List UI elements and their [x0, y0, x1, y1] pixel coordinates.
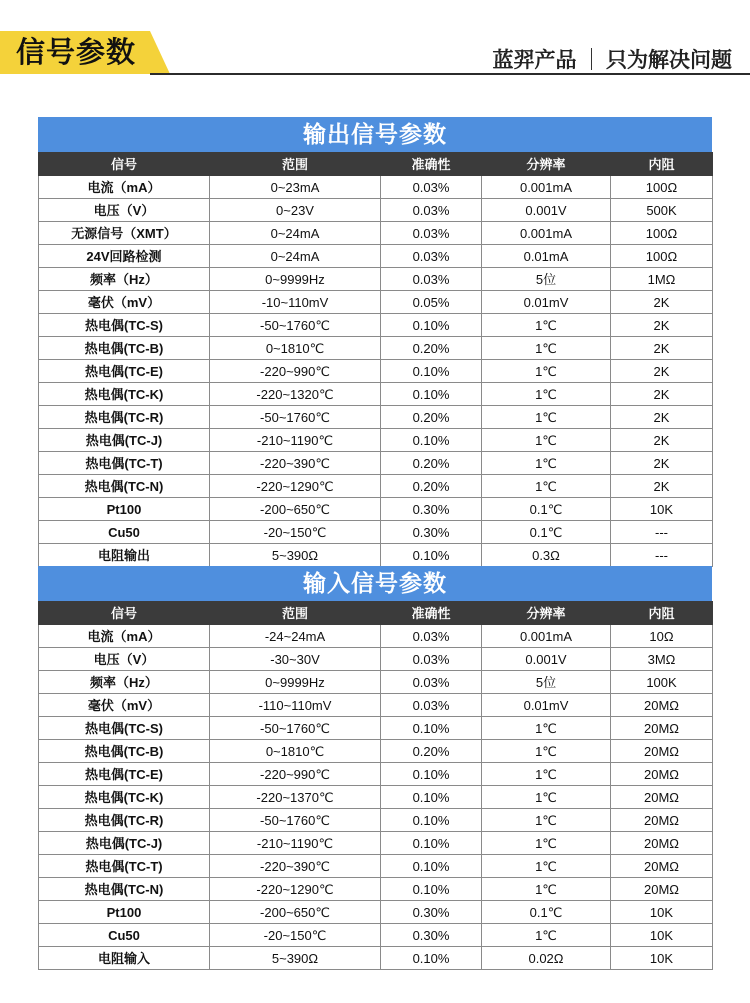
table-cell: 0.001V	[482, 648, 611, 671]
table-cell: 100K	[611, 671, 713, 694]
table-row	[39, 671, 713, 694]
table-cell: -20~150℃	[210, 521, 381, 544]
table-cell: 100Ω	[611, 176, 713, 199]
table-row	[39, 245, 713, 268]
table-cell: ---	[611, 544, 713, 567]
table-cell: -50~1760℃	[210, 406, 381, 429]
table-cell: 1℃	[482, 337, 611, 360]
table-cell: 无源信号（XMT）	[39, 222, 210, 245]
table-row	[39, 855, 713, 878]
table-cell: 0~24mA	[210, 245, 381, 268]
table-row	[39, 786, 713, 809]
table-cell: 10K	[611, 947, 713, 970]
table-cell: 0.01mA	[482, 245, 611, 268]
table-cell: 热电偶(TC-J)	[39, 429, 210, 452]
table-cell: 热电偶(TC-E)	[39, 763, 210, 786]
table-row	[39, 694, 713, 717]
table-cell: 0.001mA	[482, 222, 611, 245]
table-cell: 0.10%	[381, 832, 482, 855]
table-cell: 0.30%	[381, 901, 482, 924]
table-cell: 0.01mV	[482, 291, 611, 314]
table-cell: -110~110mV	[210, 694, 381, 717]
table-cell: 0.10%	[381, 809, 482, 832]
table-cell: 20MΩ	[611, 694, 713, 717]
table-cell: 热电偶(TC-J)	[39, 832, 210, 855]
table-cell: -220~1290℃	[210, 475, 381, 498]
table-cell: 3MΩ	[611, 648, 713, 671]
column-header: 内阻	[611, 153, 713, 176]
table-cell: -210~1190℃	[210, 832, 381, 855]
table-cell: 1MΩ	[611, 268, 713, 291]
table-cell: 5~390Ω	[210, 947, 381, 970]
table-cell: 5位	[482, 671, 611, 694]
table-row	[39, 878, 713, 901]
table-cell: 2K	[611, 360, 713, 383]
table-cell: -220~990℃	[210, 360, 381, 383]
table-cell: ---	[611, 521, 713, 544]
table-cell: 2K	[611, 291, 713, 314]
table-row	[39, 648, 713, 671]
column-header: 分辨率	[482, 602, 611, 625]
table-cell: Pt100	[39, 498, 210, 521]
brand-name: 蓝羿产品	[492, 49, 577, 72]
table-cell: 0.1℃	[482, 521, 611, 544]
page-title: 信号参数	[16, 37, 137, 69]
table-cell: 1℃	[482, 763, 611, 786]
table-row	[39, 924, 713, 947]
table-cell: 热电偶(TC-T)	[39, 452, 210, 475]
table-row	[39, 717, 713, 740]
table-row	[39, 498, 713, 521]
table-cell: 1℃	[482, 383, 611, 406]
table-cell: 1℃	[482, 924, 611, 947]
table-cell: 1℃	[482, 855, 611, 878]
table-row	[39, 809, 713, 832]
table-row	[39, 291, 713, 314]
table-cell: 100Ω	[611, 222, 713, 245]
table-cell: 0.10%	[381, 383, 482, 406]
table-cell: 2K	[611, 452, 713, 475]
column-header: 信号	[39, 153, 210, 176]
table-row	[39, 337, 713, 360]
table-cell: 热电偶(TC-R)	[39, 809, 210, 832]
table-cell: 毫伏（mV）	[39, 291, 210, 314]
column-header: 内阻	[611, 602, 713, 625]
table-cell: 20MΩ	[611, 717, 713, 740]
table-cell: 0.30%	[381, 924, 482, 947]
table-cell: Pt100	[39, 901, 210, 924]
table-cell: Cu50	[39, 924, 210, 947]
table-header-row	[39, 153, 713, 176]
table-cell: 电阻输出	[39, 544, 210, 567]
table-cell: 2K	[611, 406, 713, 429]
table-cell: 热电偶(TC-K)	[39, 383, 210, 406]
table-cell: 0.001mA	[482, 176, 611, 199]
table-cell: 2K	[611, 475, 713, 498]
table-cell: 0.10%	[381, 947, 482, 970]
table-cell: 0.03%	[381, 245, 482, 268]
table-cell: 1℃	[482, 878, 611, 901]
table-cell: 0~23mA	[210, 176, 381, 199]
table-row	[39, 268, 713, 291]
table-cell: 0.10%	[381, 786, 482, 809]
table-cell: 24V回路检测	[39, 245, 210, 268]
table-cell: 热电偶(TC-N)	[39, 878, 210, 901]
table-cell: 电压（V）	[39, 199, 210, 222]
table-cell: 热电偶(TC-S)	[39, 717, 210, 740]
table-cell: 20MΩ	[611, 809, 713, 832]
table-cell: 0~1810℃	[210, 337, 381, 360]
input-params-table	[38, 601, 713, 970]
table-cell: 1℃	[482, 406, 611, 429]
output-section-title: 输出信号参数	[38, 117, 712, 152]
table-cell: 2K	[611, 337, 713, 360]
table-cell: 热电偶(TC-S)	[39, 314, 210, 337]
table-cell: -50~1760℃	[210, 809, 381, 832]
table-cell: -50~1760℃	[210, 314, 381, 337]
table-cell: 0.10%	[381, 314, 482, 337]
output-params-section	[38, 117, 712, 567]
table-cell: 频率（Hz）	[39, 268, 210, 291]
table-cell: 0.20%	[381, 337, 482, 360]
table-cell: 0.20%	[381, 740, 482, 763]
table-cell: 0.30%	[381, 498, 482, 521]
table-cell: 0~9999Hz	[210, 268, 381, 291]
table-cell: 频率（Hz）	[39, 671, 210, 694]
table-cell: 0.20%	[381, 452, 482, 475]
table-cell: 热电偶(TC-N)	[39, 475, 210, 498]
table-cell: 1℃	[482, 740, 611, 763]
table-cell: 0.10%	[381, 717, 482, 740]
table-cell: 2K	[611, 383, 713, 406]
table-row	[39, 947, 713, 970]
table-cell: 0.1℃	[482, 901, 611, 924]
table-cell: -200~650℃	[210, 901, 381, 924]
table-cell: 0.1℃	[482, 498, 611, 521]
table-cell: 0.10%	[381, 855, 482, 878]
column-header: 信号	[39, 602, 210, 625]
table-cell: 100Ω	[611, 245, 713, 268]
table-row	[39, 383, 713, 406]
table-cell: 20MΩ	[611, 878, 713, 901]
slogan-text: 只为解决问题	[606, 49, 732, 72]
table-cell: 热电偶(TC-R)	[39, 406, 210, 429]
table-cell: -210~1190℃	[210, 429, 381, 452]
slogan-separator	[591, 48, 593, 70]
table-cell: 1℃	[482, 360, 611, 383]
table-row	[39, 452, 713, 475]
table-cell: 1℃	[482, 717, 611, 740]
table-cell: 热电偶(TC-E)	[39, 360, 210, 383]
table-cell: 10K	[611, 498, 713, 521]
table-cell: 1℃	[482, 452, 611, 475]
table-cell: 热电偶(TC-T)	[39, 855, 210, 878]
table-cell: Cu50	[39, 521, 210, 544]
table-cell: 0.03%	[381, 625, 482, 648]
table-cell: 电阻输入	[39, 947, 210, 970]
output-params-table	[38, 152, 713, 567]
table-cell: 500K	[611, 199, 713, 222]
table-row	[39, 429, 713, 452]
table-row	[39, 901, 713, 924]
table-row	[39, 521, 713, 544]
table-cell: 0.3Ω	[482, 544, 611, 567]
table-cell: 0.10%	[381, 763, 482, 786]
table-cell: 5位	[482, 268, 611, 291]
table-cell: 0.10%	[381, 360, 482, 383]
table-cell: 0~9999Hz	[210, 671, 381, 694]
column-header: 分辨率	[482, 153, 611, 176]
table-cell: 0.10%	[381, 429, 482, 452]
table-row	[39, 314, 713, 337]
table-cell: 0.10%	[381, 878, 482, 901]
table-row	[39, 360, 713, 383]
table-cell: -10~110mV	[210, 291, 381, 314]
table-cell: 1℃	[482, 429, 611, 452]
table-row	[39, 406, 713, 429]
table-cell: -220~1370℃	[210, 786, 381, 809]
table-cell: 0.20%	[381, 406, 482, 429]
table-cell: 1℃	[482, 786, 611, 809]
table-cell: 20MΩ	[611, 740, 713, 763]
table-cell: 0.03%	[381, 648, 482, 671]
table-cell: -220~390℃	[210, 452, 381, 475]
table-cell: 1℃	[482, 832, 611, 855]
table-row	[39, 475, 713, 498]
input-table-body	[39, 625, 713, 970]
table-cell: 2K	[611, 429, 713, 452]
table-cell: 0.03%	[381, 694, 482, 717]
table-cell: 0.001mA	[482, 625, 611, 648]
table-row	[39, 222, 713, 245]
table-cell: 1℃	[482, 314, 611, 337]
table-cell: 20MΩ	[611, 832, 713, 855]
table-cell: 热电偶(TC-B)	[39, 740, 210, 763]
table-cell: 0.05%	[381, 291, 482, 314]
input-section-title: 输入信号参数	[38, 566, 712, 601]
table-cell: 1℃	[482, 809, 611, 832]
column-header: 范围	[210, 602, 381, 625]
table-cell: 电流（mA）	[39, 176, 210, 199]
table-cell: -50~1760℃	[210, 717, 381, 740]
table-cell: 0.30%	[381, 521, 482, 544]
table-cell: 20MΩ	[611, 763, 713, 786]
table-cell: 10Ω	[611, 625, 713, 648]
table-cell: 0.03%	[381, 176, 482, 199]
table-cell: 2K	[611, 314, 713, 337]
output-table-body	[39, 176, 713, 567]
table-cell: 电压（V）	[39, 648, 210, 671]
table-cell: 电流（mA）	[39, 625, 210, 648]
table-cell: 0.02Ω	[482, 947, 611, 970]
table-cell: 1℃	[482, 475, 611, 498]
table-row	[39, 763, 713, 786]
table-row	[39, 740, 713, 763]
table-cell: 0.03%	[381, 199, 482, 222]
brand-slogan	[493, 44, 733, 74]
table-cell: -220~1290℃	[210, 878, 381, 901]
table-cell: -24~24mA	[210, 625, 381, 648]
table-cell: 热电偶(TC-K)	[39, 786, 210, 809]
table-cell: -220~1320℃	[210, 383, 381, 406]
table-cell: -220~990℃	[210, 763, 381, 786]
table-cell: 0.03%	[381, 268, 482, 291]
table-cell: 0.001V	[482, 199, 611, 222]
column-header: 准确性	[381, 602, 482, 625]
table-cell: 20MΩ	[611, 855, 713, 878]
table-cell: 10K	[611, 901, 713, 924]
table-cell: 热电偶(TC-B)	[39, 337, 210, 360]
table-cell: 5~390Ω	[210, 544, 381, 567]
column-header: 准确性	[381, 153, 482, 176]
table-cell: 0~23V	[210, 199, 381, 222]
table-cell: 10K	[611, 924, 713, 947]
table-cell: 0~24mA	[210, 222, 381, 245]
page-header	[0, 0, 750, 80]
table-cell: -20~150℃	[210, 924, 381, 947]
table-cell: 0.01mV	[482, 694, 611, 717]
input-params-section	[38, 566, 712, 970]
column-header: 范围	[210, 153, 381, 176]
table-header-row	[39, 602, 713, 625]
table-cell: 0.10%	[381, 544, 482, 567]
table-cell: -220~390℃	[210, 855, 381, 878]
table-row	[39, 544, 713, 567]
table-cell: -200~650℃	[210, 498, 381, 521]
table-cell: -30~30V	[210, 648, 381, 671]
table-cell: 0.20%	[381, 475, 482, 498]
table-cell: 0.03%	[381, 671, 482, 694]
table-row	[39, 176, 713, 199]
table-row	[39, 625, 713, 648]
table-row	[39, 199, 713, 222]
table-row	[39, 832, 713, 855]
table-cell: 0.03%	[381, 222, 482, 245]
table-cell: 毫伏（mV）	[39, 694, 210, 717]
table-cell: 0~1810℃	[210, 740, 381, 763]
table-cell: 20MΩ	[611, 786, 713, 809]
